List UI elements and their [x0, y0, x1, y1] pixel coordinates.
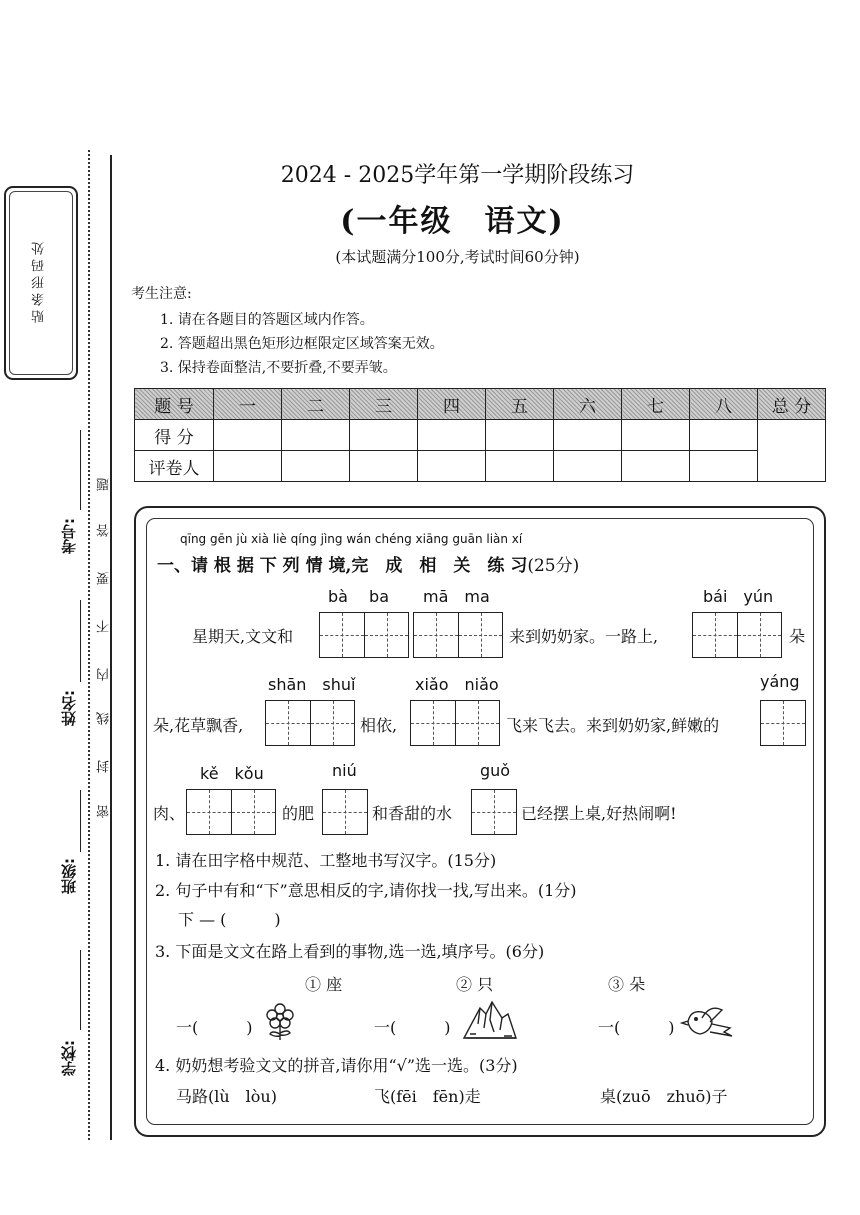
pinyin: bà ba	[328, 587, 390, 606]
tianzige-shanshui[interactable]	[265, 700, 355, 746]
score-cell[interactable]	[350, 420, 418, 451]
q3-blank[interactable]: 一( )	[374, 1018, 451, 1037]
passage-text: 来到奶奶家。一路上,	[509, 627, 659, 646]
score-cell[interactable]	[214, 420, 282, 451]
notice-item: 3. 保持卷面整洁,不要折叠,不要弄皱。	[160, 360, 397, 376]
score-cell[interactable]	[554, 420, 622, 451]
passage-text: 朵,花草飘香,	[153, 716, 244, 735]
section1-heading	[157, 551, 579, 576]
passage-text: 相依,	[360, 716, 398, 735]
bird-icon	[680, 1002, 736, 1040]
tianzige-baba[interactable]	[319, 612, 409, 658]
name-label: 姓名:	[60, 690, 78, 726]
class-label: 班级:	[60, 858, 78, 894]
seal-char: 要	[97, 572, 112, 585]
q4-item[interactable]: 飞(fēi fēn)走	[374, 1087, 481, 1106]
seal-char: 题	[97, 478, 112, 491]
notice-heading: 考生注意:	[131, 286, 192, 302]
tianzige-yang[interactable]	[760, 700, 806, 746]
barcode-label: 贴条形码处	[32, 238, 47, 323]
tianzige-niu[interactable]	[322, 789, 368, 835]
score-header: 三	[350, 389, 418, 420]
score-header: 六	[554, 389, 622, 420]
section1-score: (25分)	[527, 556, 580, 576]
school-label: 学校:	[60, 1040, 78, 1076]
pinyin: shān shuǐ	[268, 675, 356, 694]
score-header: 二	[282, 389, 350, 420]
id-label: 考号:	[60, 518, 78, 554]
grader-cell[interactable]	[214, 451, 282, 482]
question-4: 4. 奶奶想考验文文的拼音,请你用“√”选一选。(3分)	[155, 1056, 518, 1075]
seal-char: 不	[97, 620, 112, 633]
seal-char: 线	[97, 712, 112, 725]
q4-item[interactable]: 马路(lù lòu)	[176, 1087, 277, 1106]
passage-text: 和香甜的水	[372, 804, 453, 823]
passage-text: 的肥	[282, 804, 315, 823]
exam-note: (本试题满分100分,考试时间60分钟)	[335, 248, 580, 266]
class-field[interactable]	[80, 790, 81, 852]
section1-heading-text: 一、请 根 据 下 列 情 境,完 成 相 关 练 习	[157, 556, 528, 576]
score-header: 五	[486, 389, 554, 420]
grader-cell[interactable]	[350, 451, 418, 482]
grader-cell[interactable]	[418, 451, 486, 482]
score-row-label: 得 分	[135, 420, 214, 451]
seal-char: 答	[97, 524, 112, 537]
passage-text: 飞来飞去。来到奶奶家,鲜嫩的	[506, 716, 720, 735]
seal-char: 内	[97, 668, 112, 681]
exam-subtitle: (一年级 语文)	[340, 204, 565, 239]
score-header: 四	[418, 389, 486, 420]
name-field[interactable]	[80, 600, 81, 682]
passage-text: 已经摆上桌,好热闹啊!	[521, 804, 677, 823]
pinyin: kě kǒu	[200, 764, 264, 783]
score-header: 总 分	[758, 389, 826, 420]
score-row-label: 评卷人	[135, 451, 214, 482]
score-table	[134, 388, 826, 482]
grader-cell[interactable]	[622, 451, 690, 482]
tianzige-kekou[interactable]	[186, 789, 276, 835]
tianzige-baiyun[interactable]	[692, 612, 782, 658]
q3-option: ① 座	[305, 975, 343, 994]
score-cell[interactable]	[418, 420, 486, 451]
question-2: 2. 句子中有和“下”意思相反的字,请你找一找,写出来。(1分)	[155, 881, 577, 900]
pinyin: bái yún	[703, 587, 774, 606]
question-1: 1. 请在田字格中规范、工整地书写汉字。(15分)	[155, 851, 497, 870]
notice-item: 1. 请在各题目的答题区域内作答。	[160, 312, 374, 328]
question-3: 3. 下面是文文在路上看到的事物,选一选,填序号。(6分)	[155, 942, 545, 961]
flower-icon	[262, 1000, 298, 1042]
q3-option: ③ 朵	[608, 975, 646, 994]
pinyin: mā ma	[423, 587, 490, 606]
q4-item[interactable]: 桌(zuō zhuō)子	[600, 1087, 728, 1106]
passage-text: 朵	[789, 627, 806, 646]
grader-cell[interactable]	[282, 451, 350, 482]
grader-cell[interactable]	[486, 451, 554, 482]
exam-title: 2024 - 2025学年第一学期阶段练习	[280, 163, 635, 188]
pinyin: niú	[332, 761, 357, 780]
score-cell[interactable]	[690, 420, 758, 451]
dotted-fold-line	[88, 150, 90, 1140]
total-score-cell[interactable]	[758, 420, 826, 482]
notice-item: 2. 答题超出黑色矩形边框限定区域答案无效。	[160, 336, 444, 352]
pinyin: guǒ	[480, 761, 511, 780]
tianzige-guo[interactable]	[471, 789, 517, 835]
id-field[interactable]	[80, 430, 81, 510]
passage-text: 星期天,文文和	[192, 627, 294, 646]
score-header: 题 号	[135, 389, 214, 420]
pinyin: yáng	[760, 672, 800, 691]
score-header: 一	[214, 389, 282, 420]
q3-blank[interactable]: 一( )	[598, 1018, 675, 1037]
q3-option: ② 只	[456, 975, 494, 994]
passage-text: 肉、	[153, 804, 186, 823]
tianzige-mama[interactable]	[413, 612, 503, 658]
mountain-icon	[462, 998, 518, 1042]
heading-pinyin: qīng gēn jù xià liè qíng jìng wán chéng xiāng guān liàn xí	[180, 532, 523, 546]
question-2-answer[interactable]: 下 — ( )	[178, 910, 281, 929]
grader-cell[interactable]	[554, 451, 622, 482]
seal-char: 封	[97, 760, 112, 773]
solid-binding-line	[110, 155, 112, 1140]
score-cell[interactable]	[282, 420, 350, 451]
score-header: 七	[622, 389, 690, 420]
school-field[interactable]	[80, 950, 81, 1030]
tianzige-xiaoniao[interactable]	[410, 700, 500, 746]
pinyin: xiǎo niǎo	[415, 675, 499, 694]
score-cell[interactable]	[622, 420, 690, 451]
score-header: 八	[690, 389, 758, 420]
q3-blank[interactable]: 一( )	[176, 1018, 253, 1037]
grader-cell[interactable]	[690, 451, 758, 482]
score-cell[interactable]	[486, 420, 554, 451]
seal-char: 密	[97, 805, 112, 818]
